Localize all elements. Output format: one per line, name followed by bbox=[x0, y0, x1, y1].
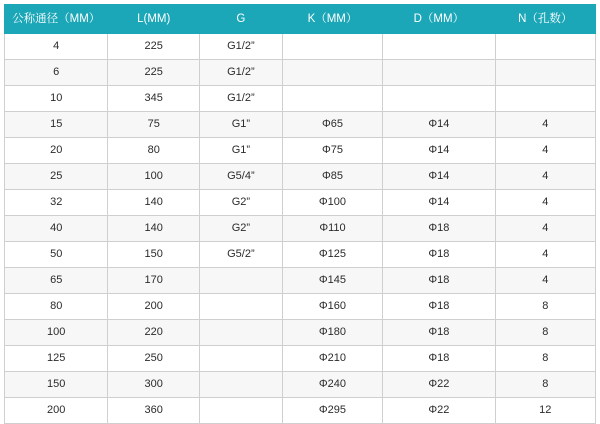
cell-l: 345 bbox=[108, 86, 200, 112]
column-header-k: K（MM） bbox=[282, 5, 382, 34]
table-row bbox=[5, 294, 596, 320]
table-row bbox=[5, 164, 596, 190]
cell-nominal-diameter: 150 bbox=[5, 372, 108, 398]
cell-k bbox=[282, 86, 382, 112]
cell-l: 170 bbox=[108, 268, 200, 294]
cell-k: Φ125 bbox=[282, 242, 382, 268]
cell-nominal-diameter: 32 bbox=[5, 190, 108, 216]
cell-g: G1/2” bbox=[200, 86, 283, 112]
cell-l: 300 bbox=[108, 372, 200, 398]
cell-g bbox=[200, 294, 283, 320]
table-row bbox=[5, 242, 596, 268]
table-row bbox=[5, 320, 596, 346]
cell-l: 225 bbox=[108, 34, 200, 60]
cell-d: Φ18 bbox=[383, 294, 495, 320]
table-row bbox=[5, 190, 596, 216]
cell-k: Φ180 bbox=[282, 320, 382, 346]
cell-g bbox=[200, 346, 283, 372]
cell-g: G5/2” bbox=[200, 242, 283, 268]
table-row bbox=[5, 34, 596, 60]
cell-d: Φ14 bbox=[383, 164, 495, 190]
cell-k: Φ65 bbox=[282, 112, 382, 138]
cell-l: 100 bbox=[108, 164, 200, 190]
cell-d bbox=[383, 86, 495, 112]
column-header-l: L(MM) bbox=[108, 5, 200, 34]
cell-nominal-diameter: 125 bbox=[5, 346, 108, 372]
column-header-nominal-diameter: 公称通径（MM） bbox=[5, 5, 108, 34]
cell-d: Φ18 bbox=[383, 216, 495, 242]
cell-d bbox=[383, 60, 495, 86]
column-header-d: D（MM） bbox=[383, 5, 495, 34]
cell-k: Φ85 bbox=[282, 164, 382, 190]
cell-d: Φ22 bbox=[383, 372, 495, 398]
cell-l: 200 bbox=[108, 294, 200, 320]
cell-n bbox=[495, 60, 596, 86]
cell-d: Φ18 bbox=[383, 320, 495, 346]
cell-g bbox=[200, 320, 283, 346]
cell-n: 4 bbox=[495, 242, 596, 268]
cell-g bbox=[200, 398, 283, 424]
cell-d: Φ14 bbox=[383, 190, 495, 216]
cell-nominal-diameter: 6 bbox=[5, 60, 108, 86]
cell-nominal-diameter: 100 bbox=[5, 320, 108, 346]
cell-n: 4 bbox=[495, 190, 596, 216]
cell-n: 4 bbox=[495, 268, 596, 294]
cell-g: G1/2” bbox=[200, 34, 283, 60]
table-row bbox=[5, 268, 596, 294]
cell-k: Φ295 bbox=[282, 398, 382, 424]
cell-k: Φ210 bbox=[282, 346, 382, 372]
table-row bbox=[5, 216, 596, 242]
cell-l: 140 bbox=[108, 216, 200, 242]
table-row bbox=[5, 112, 596, 138]
cell-k: Φ75 bbox=[282, 138, 382, 164]
cell-g: G1/2” bbox=[200, 60, 283, 86]
cell-l: 220 bbox=[108, 320, 200, 346]
cell-n: 4 bbox=[495, 216, 596, 242]
cell-k: Φ110 bbox=[282, 216, 382, 242]
cell-nominal-diameter: 25 bbox=[5, 164, 108, 190]
cell-nominal-diameter: 200 bbox=[5, 398, 108, 424]
cell-g: G2” bbox=[200, 190, 283, 216]
table-row bbox=[5, 60, 596, 86]
cell-n: 8 bbox=[495, 372, 596, 398]
cell-l: 80 bbox=[108, 138, 200, 164]
cell-l: 150 bbox=[108, 242, 200, 268]
cell-n: 4 bbox=[495, 112, 596, 138]
table-row bbox=[5, 86, 596, 112]
cell-d: Φ22 bbox=[383, 398, 495, 424]
cell-l: 360 bbox=[108, 398, 200, 424]
cell-k bbox=[282, 34, 382, 60]
cell-k: Φ100 bbox=[282, 190, 382, 216]
specification-table bbox=[4, 4, 596, 424]
cell-g: G1” bbox=[200, 138, 283, 164]
cell-k: Φ240 bbox=[282, 372, 382, 398]
cell-n: 12 bbox=[495, 398, 596, 424]
cell-g: G5/4” bbox=[200, 164, 283, 190]
table-row bbox=[5, 398, 596, 424]
cell-nominal-diameter: 10 bbox=[5, 86, 108, 112]
cell-g bbox=[200, 268, 283, 294]
cell-d: Φ14 bbox=[383, 138, 495, 164]
cell-n: 4 bbox=[495, 138, 596, 164]
column-header-g: G bbox=[200, 5, 283, 34]
cell-k bbox=[282, 60, 382, 86]
cell-n bbox=[495, 86, 596, 112]
table-row bbox=[5, 346, 596, 372]
table-row bbox=[5, 372, 596, 398]
cell-nominal-diameter: 20 bbox=[5, 138, 108, 164]
table-row bbox=[5, 138, 596, 164]
cell-d: Φ18 bbox=[383, 242, 495, 268]
cell-n: 8 bbox=[495, 320, 596, 346]
cell-n: 8 bbox=[495, 346, 596, 372]
cell-d: Φ18 bbox=[383, 346, 495, 372]
cell-n: 8 bbox=[495, 294, 596, 320]
cell-nominal-diameter: 15 bbox=[5, 112, 108, 138]
cell-nominal-diameter: 80 bbox=[5, 294, 108, 320]
cell-d: Φ18 bbox=[383, 268, 495, 294]
cell-l: 250 bbox=[108, 346, 200, 372]
table-header-row bbox=[5, 5, 596, 34]
cell-d: Φ14 bbox=[383, 112, 495, 138]
column-header-n: N（孔数） bbox=[495, 5, 596, 34]
cell-l: 140 bbox=[108, 190, 200, 216]
cell-g: G2” bbox=[200, 216, 283, 242]
cell-k: Φ145 bbox=[282, 268, 382, 294]
cell-n: 4 bbox=[495, 164, 596, 190]
cell-n bbox=[495, 34, 596, 60]
cell-k: Φ160 bbox=[282, 294, 382, 320]
cell-l: 225 bbox=[108, 60, 200, 86]
cell-nominal-diameter: 65 bbox=[5, 268, 108, 294]
cell-g: G1” bbox=[200, 112, 283, 138]
cell-d bbox=[383, 34, 495, 60]
table-body bbox=[5, 34, 596, 424]
table-header bbox=[5, 5, 596, 34]
cell-nominal-diameter: 4 bbox=[5, 34, 108, 60]
cell-nominal-diameter: 50 bbox=[5, 242, 108, 268]
cell-g bbox=[200, 372, 283, 398]
cell-l: 75 bbox=[108, 112, 200, 138]
cell-nominal-diameter: 40 bbox=[5, 216, 108, 242]
